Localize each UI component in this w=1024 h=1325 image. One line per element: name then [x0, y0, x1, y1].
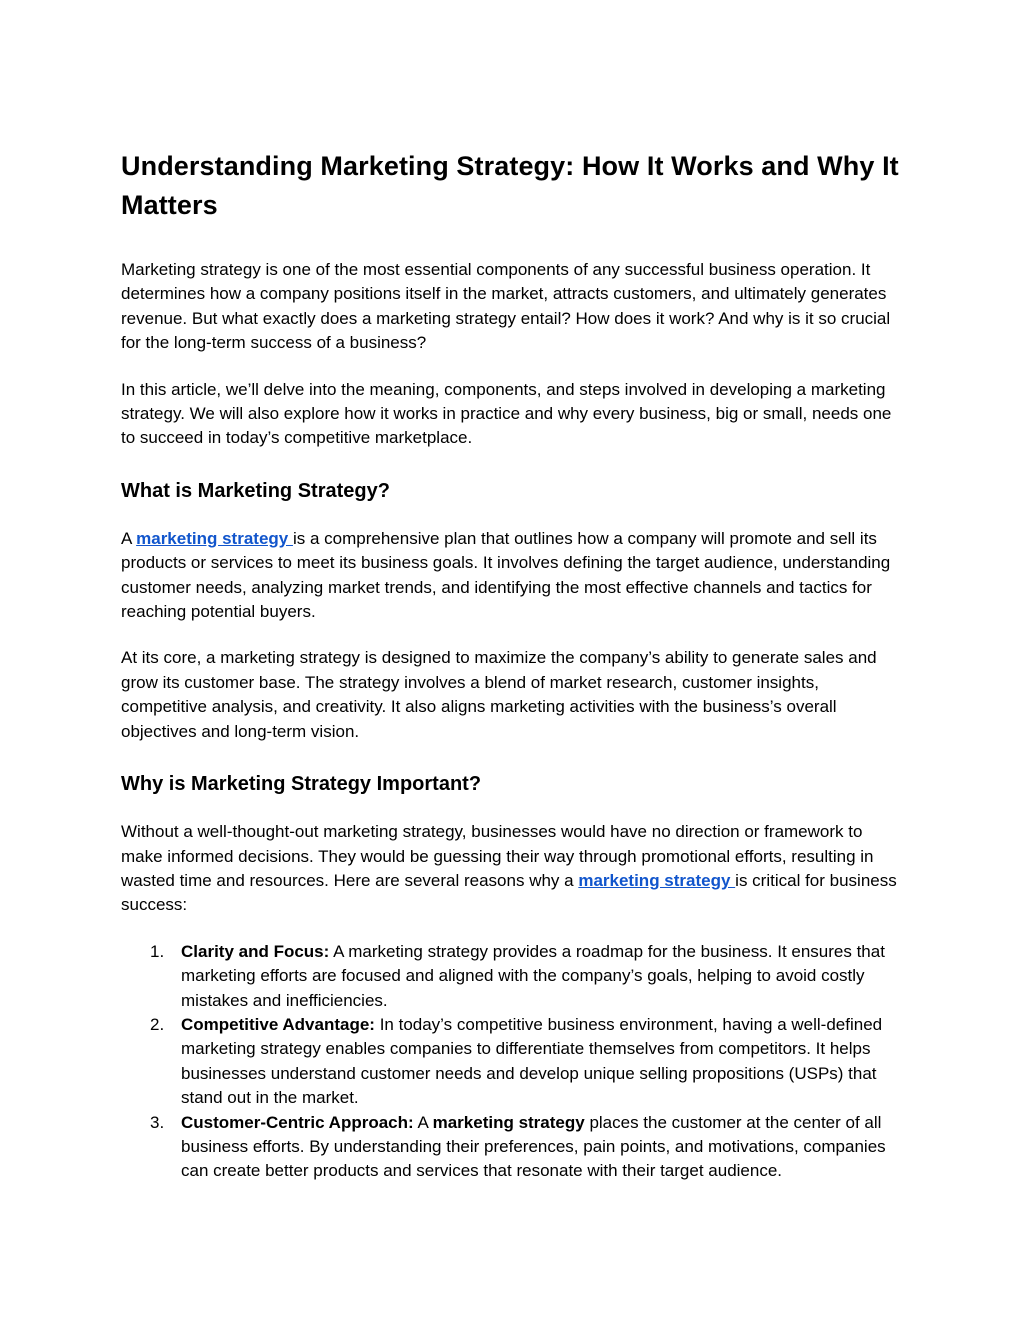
- marketing-strategy-link-1[interactable]: marketing strategy: [136, 528, 293, 548]
- page-title: Understanding Marketing Strategy: How It Works and Why It Matters: [121, 151, 899, 220]
- marketing-strategy-link-2[interactable]: marketing strategy: [578, 870, 736, 890]
- intro-paragraph-1: Marketing strategy is one of the most essential components of any successful business operation. It determines how a company positions itself in the market, attracts customers, and ultimately generates revenue. But what exactly does a marketing strategy entail? How does it work? And why is it so crucial for the long-term success of a business?: [121, 260, 891, 353]
- list-item-number: 1.: [150, 941, 165, 961]
- section-heading-why-important: Why is Marketing Strategy Important?: [121, 773, 482, 796]
- list-item-text: A marketing strategy provides a roadmap for the business. It ensures that marketing efforts are focused and aligned with the company’s goals, helping to avoid costly mistakes and inefficiencies.: [181, 941, 885, 1010]
- list-item-text: In today’s competitive business environment, having a well-defined marketing strategy enables companies to differentiate themselves from competitors. It helps businesses understand customer needs and develop unique selling propositions (USPs) that stand out in the market.: [181, 1014, 883, 1108]
- reasons-list: [121, 940, 907, 1184]
- section1-p1-before: A: [121, 528, 137, 548]
- section1-paragraph-2: At its core, a marketing strategy is designed to maximize the company’s ability to generate sales and grow its customer base. The strategy involves a blend of market research, customer insights, competitive analysis, and creativity. It also aligns marketing activities with the business’s overall objectives and long-term vision.: [121, 648, 877, 741]
- section2-paragraph-1: [121, 820, 907, 918]
- list-item-bold-inline: marketing strategy: [432, 1112, 585, 1132]
- list-item-number: 2.: [150, 1014, 165, 1034]
- list-item-text: places the customer at the center of all business efforts. By understanding their preferences, pain points, and motivations, companies can create better products and services that resonate with their target audience.: [181, 1112, 886, 1181]
- intro-paragraph-2: In this article, we’ll delve into the meaning, components, and steps involved in developing a marketing strategy. We will also explore how it works in practice and why every business, big or small, needs one to succeed in today’s competitive marketplace.: [121, 379, 892, 448]
- list-item-label: Competitive Advantage:: [181, 1014, 375, 1034]
- section1-paragraph-1: [121, 527, 907, 625]
- list-item-text-before: A: [413, 1112, 433, 1132]
- list-item-label: Customer-Centric Approach:: [181, 1112, 414, 1132]
- list-item: [121, 1013, 907, 1111]
- section2-p1-after: is critical for business success:: [121, 870, 897, 915]
- list-item: [121, 1111, 907, 1184]
- list-item-number: 3.: [150, 1112, 165, 1132]
- list-item-label: Clarity and Focus:: [181, 941, 330, 961]
- document-page: [121, 147, 907, 1184]
- list-item: [121, 940, 907, 1013]
- section2-p1-before: Without a well-thought-out marketing strategy, businesses would have no direction or framework to make informed decisions. They would be guessing their way through promotional efforts, resulting in wasted time and resources. Here are several reasons why a: [121, 822, 874, 890]
- section-heading-what-is: What is Marketing Strategy?: [121, 479, 390, 502]
- section1-p1-after: is a comprehensive plan that outlines how a company will promote and sell its products or services to meet its business goals. It involves defining the target audience, understanding customer needs, analyzing market trends, and identifying the most effective channels and tactics for reaching potential buyers.: [121, 528, 891, 622]
